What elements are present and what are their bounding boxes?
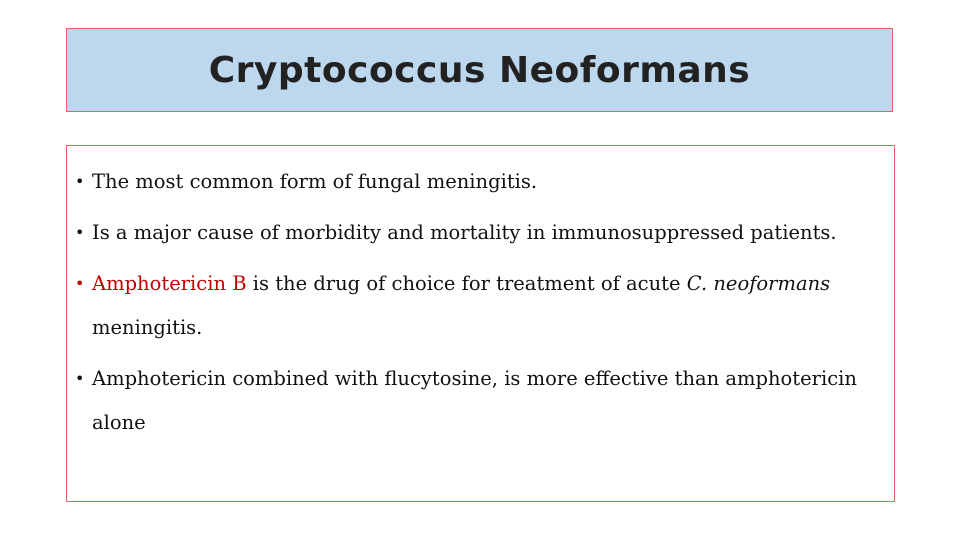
bullet-text: The most common form of fungal meningitis. — [92, 170, 538, 193]
bullet-icon: • — [75, 223, 85, 242]
bullet-icon: • — [75, 274, 85, 293]
bullet-icon: • — [75, 369, 85, 388]
content-box — [66, 145, 895, 502]
bullet-text: Is a major cause of morbidity and mortality in immunosuppressed patients. — [92, 221, 837, 244]
drug-name-highlight: Amphotericin B — [92, 272, 247, 295]
bullet-text-end: meningitis. — [92, 316, 203, 339]
bullet-item-3 — [75, 262, 888, 350]
bullet-item-1 — [75, 160, 888, 204]
bullet-icon: • — [75, 172, 85, 191]
bullet-item-4 — [75, 357, 888, 445]
bullet-text: is the drug of choice for treatment of acute — [246, 272, 687, 295]
bullet-text: Amphotericin combined with flucytosine, is more effective than amphotericin alone — [92, 367, 857, 434]
slide-title: Cryptococcus Neoformans — [208, 49, 751, 91]
bullet-item-2 — [75, 211, 888, 255]
bullet-list — [75, 160, 888, 452]
title-box — [66, 28, 893, 112]
organism-name: C. neoformans — [686, 272, 831, 295]
